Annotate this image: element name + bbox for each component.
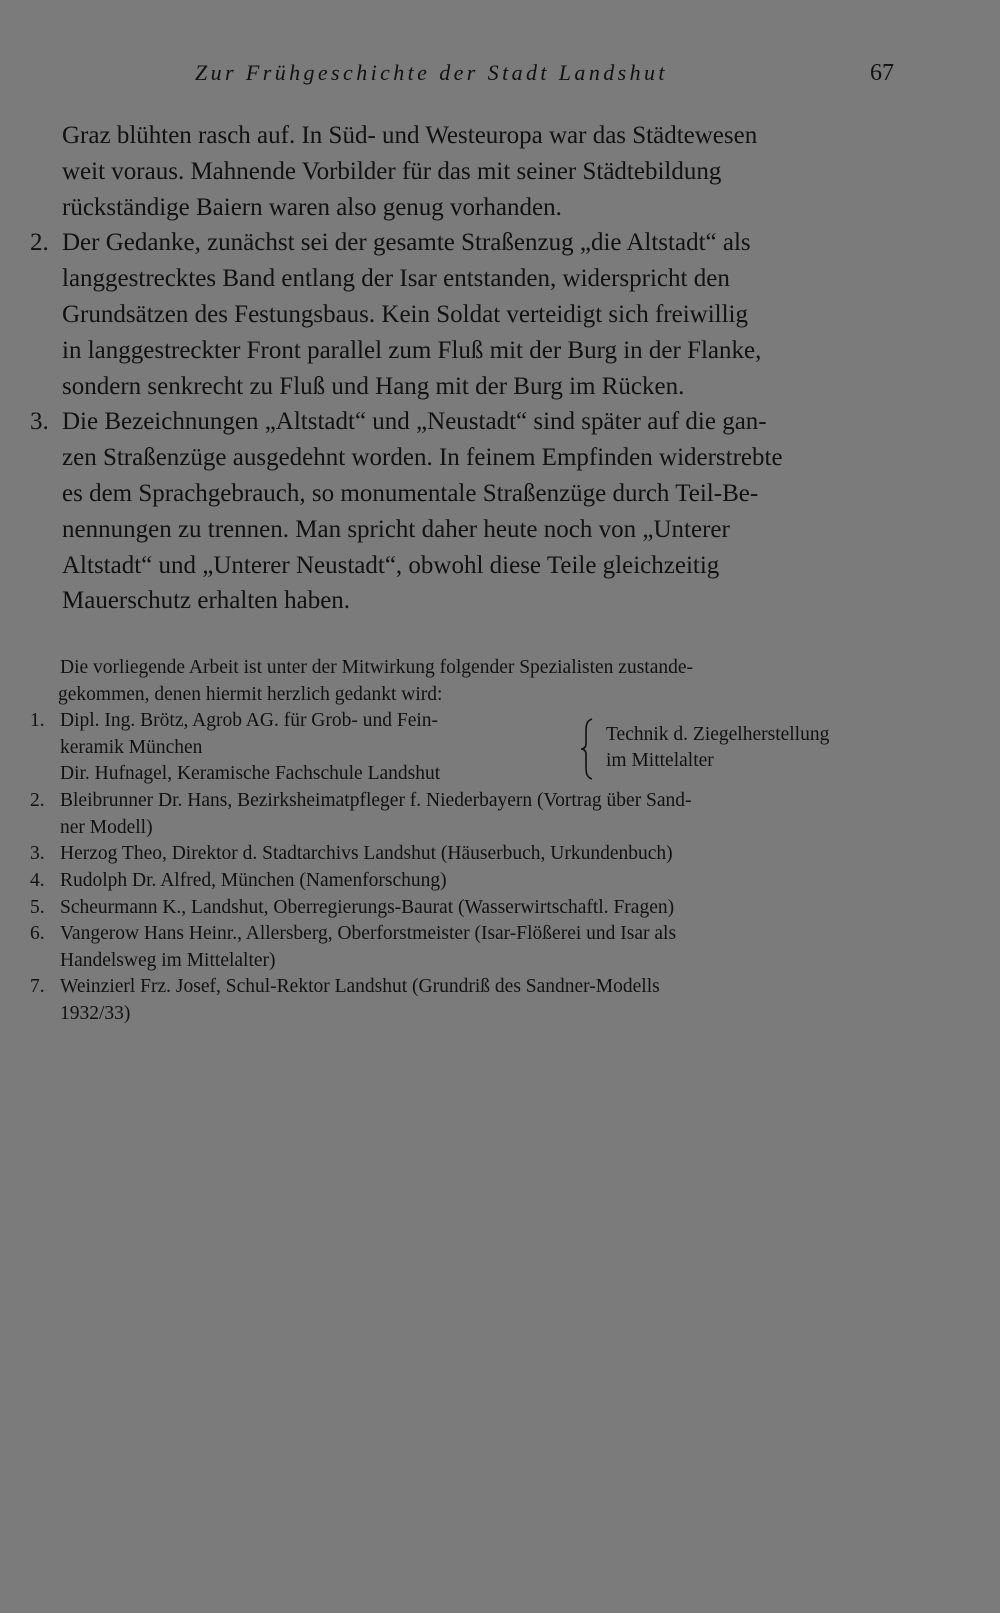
text-line: Rudolph Dr. Alfred, München (Namenforschung): [60, 869, 447, 891]
numbered-paragraph-3: [30, 404, 898, 619]
acknowledgement-item-1: [30, 708, 898, 788]
text-line: rückständige Baiern waren also genug vorhanden.: [62, 193, 562, 221]
numbered-paragraph-2: [30, 225, 898, 404]
text-line: Mauerschutz erhalten haben.: [62, 587, 351, 615]
paragraph-number: 3.: [30, 408, 49, 436]
acknowledgement-item-7: [30, 974, 898, 1027]
text-line: langgestrecktes Band entlang der Isar entstanden, widerspricht den: [62, 265, 730, 293]
text-line: Handelsweg im Mittelalter): [60, 949, 276, 971]
item-number: 5.: [30, 896, 45, 918]
text-line: Die Bezeichnungen „Altstadt“ und „Neustadt“ sind später auf die gan-: [62, 408, 767, 436]
text-line: gekommen, denen hiermit herzlich gedankt wird:: [58, 683, 443, 705]
text-line: weit voraus. Mahnende Vorbilder für das mit seiner Städtebildung: [62, 157, 722, 185]
text-line: im Mittelalter: [606, 750, 714, 772]
acknowledgement-item-4: [30, 868, 898, 895]
text-line: zen Straßenzüge ausgedehnt worden. In feinem Empfinden widerstrebte: [62, 444, 783, 472]
text-line: Altstadt“ und „Unterer Neustadt“, obwohl diese Teile gleichzeitig: [62, 551, 720, 579]
main-text: [30, 118, 898, 619]
acknowledgement-item-5: [30, 895, 898, 922]
brace-icon: [578, 718, 596, 780]
text-line: 1932/33): [60, 1002, 131, 1024]
acknowledgement-item-6: [30, 921, 898, 974]
contribution-topic: [606, 722, 906, 774]
text-line: in langgestreckter Front parallel zum Fluß mit der Burg in der Flanke,: [62, 336, 762, 364]
page-number: 67: [870, 60, 894, 86]
text-line: Grundsätzen des Festungsbaus. Kein Soldat verteidigt sich freiwillig: [62, 300, 748, 328]
paragraph-number: 2.: [30, 229, 49, 257]
acknowledgement-item-3: [30, 841, 898, 868]
item-number: 4.: [30, 869, 45, 891]
text-line: nennungen zu trennen. Man spricht daher heute noch von „Unterer: [62, 515, 730, 543]
text-line: Dipl. Ing. Brötz, Agrob AG. für Grob- und Fein-: [60, 710, 439, 732]
text-line: es dem Sprachgebrauch, so monumentale Straßenzüge durch Teil-Be-: [62, 479, 759, 507]
running-title: Zur Frühgeschichte der Stadt Landshut: [195, 60, 668, 85]
item-number: 7.: [30, 976, 45, 998]
text-line: keramik München: [60, 736, 203, 758]
text-line: Graz blühten rasch auf. In Süd- und Westeuropa war das Städtewesen: [62, 122, 758, 149]
text-line: Bleibrunner Dr. Hans, Bezirksheimatpfleger f. Niederbayern (Vortrag über Sand-: [60, 790, 692, 812]
item-number: 2.: [30, 790, 45, 812]
item-number: 1.: [30, 710, 45, 732]
acknowledgement-item-2: [30, 788, 898, 841]
text-line: Weinzierl Frz. Josef, Schul-Rektor Landshut (Grundriß des Sandner-Modells: [60, 976, 660, 998]
text-line: Der Gedanke, zunächst sei der gesamte Straßenzug „die Altstadt“ als: [62, 229, 751, 257]
text-line: sondern senkrecht zu Fluß und Hang mit der Burg im Rücken.: [62, 372, 685, 400]
contributor-names: [60, 708, 580, 788]
item-number: 3.: [30, 843, 45, 865]
text-line: Scheurmann K., Landshut, Oberregierungs-Baurat (Wasserwirtschaftl. Fragen): [60, 896, 675, 918]
text-line: Technik d. Ziegelherstellung: [606, 724, 830, 746]
text-line: ner Modell): [60, 816, 153, 838]
text-line: Die vorliegende Arbeit ist unter der Mitwirkung folgender Spezialisten zustande-: [60, 657, 694, 678]
item-number: 6.: [30, 923, 45, 945]
acknowledgements: [30, 655, 898, 1028]
text-line: Dir. Hufnagel, Keramische Fachschule Landshut: [60, 763, 441, 785]
acknowledgements-intro: [60, 655, 898, 708]
intro-paragraph: [62, 118, 898, 225]
text-line: Vangerow Hans Heinr., Allersberg, Oberforstmeister (Isar-Flößerei und Isar als: [60, 923, 677, 945]
text-line: Herzog Theo, Direktor d. Stadtarchivs Landshut (Häuserbuch, Urkundenbuch): [60, 843, 673, 865]
